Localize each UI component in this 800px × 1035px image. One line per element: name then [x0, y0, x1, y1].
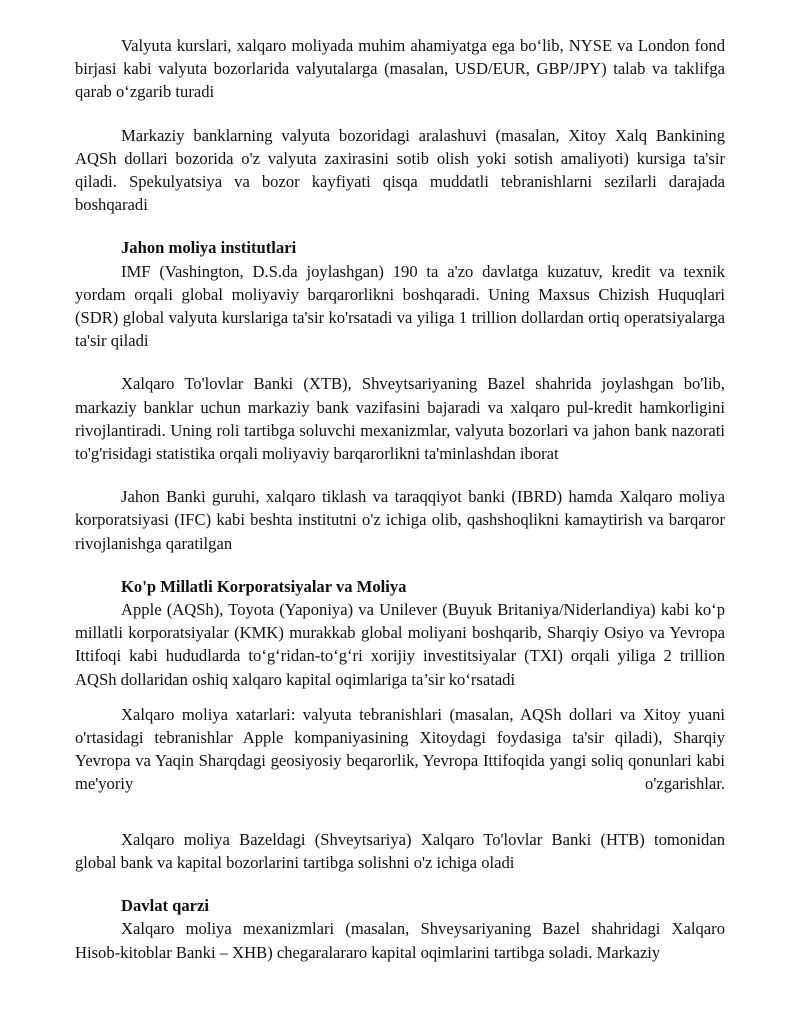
heading-world-financial-institutions: Jahon moliya institutlari — [121, 238, 297, 258]
paragraph-international-finance-risks: Xalqaro moliya xatarlari: valyuta tebranishlari (masalan, AQSh dollari va Xitoy yuani o'rtasidagi tebranishlar Apple kompaniyasining Xitoydagi foydasiga ta'sir qiladi), Sharqiy Yevropa va Yaqin Sharqdagi geosiyosiy beqarorlik, Yevropa Ittifoqida yangi soliq qonunlari kabi me'yoriy o'zgarishlar. — [75, 704, 725, 794]
heading-public-debt: Davlat qarzi — [121, 896, 210, 916]
paragraph-world-bank-group: Jahon Banki guruhi, xalqaro tiklash va taraqqiyot banki (IBRD) hamda Xalqaro moliya korporatsiyasi (IFC) kabi beshta institutni o'z ichiga olib, qashshoqlikni kamaytirish va barqaror rivojlanishga qaratilgan — [75, 487, 725, 553]
paragraph-imf: IMF (Vashington, D.S.da joylashgan) 190 ta a'zo davlatga kuzatuv, kredit va texnik yordam orqali global moliyaviy barqarorlikni boshqaradi. Uning Maxsus Chizish Huquqlari (SDR) global valyuta kurslariga ta'sir ko'rsatadi va yiliga 1 trillion dollardan ortiq operatsiyalarga ta'sir qiladi — [75, 261, 725, 351]
paragraph-basel-regulation: Xalqaro moliya Bazeldagi (Shveytsariya) Xalqaro To'lovlar Banki (HTB) tomonidan global bank va kapital bozorlarini tartibga solishni o'z ichiga oladi — [75, 829, 725, 872]
paragraph-exchange-rates: Valyuta kurslari, xalqaro moliyada muhim ahamiyatga ega bo‘lib, NYSE va London fond birjasi kabi valyuta bozorlarida valyutalarga (masalan, USD/EUR, GBP/JPY) talab va taklifga qarab o‘zgarib turadi — [75, 36, 725, 102]
paragraph-central-bank-intervention: Markaziy banklarning valyuta bozoridagi aralashuvi (masalan, Xitoy Xalq Bankining AQSh dollari bozorida o'z valyuta zaxirasini sotib olish yoki sotish amaliyoti) kursiga ta'sir qiladi. Spekulyatsiya va bozor kayfiyati qisqa muddatli tebranishlarni sezilarli darajada boshqaradi — [75, 125, 725, 215]
paragraph-financial-mechanisms: Xalqaro moliya mexanizmlari (masalan, Shveysariyaning Bazel shahridagi Xalqaro Hisob-kitoblar Banki – XHB) chegaralararo kapital oqimlarini tartibga soladi. Markaziy — [75, 919, 725, 962]
paragraph-mnc-capital-flows: Apple (AQSh), Toyota (Yaponiya) va Unilever (Buyuk Britaniya/Niderlandiya) kabi ko‘p millatli korporatsiyalar (KMK) murakkab global moliyani boshqarib, Sharqiy Osiyo va Yevropa Ittifoqi kabi hududlarda to‘g‘ridan-to‘g‘ri xorijiy investitsiyalar (TXI) orqali yiliga 2 trillion AQSh dollaridan oshiq xalqaro kapital oqimlariga ta’sir ko‘rsatadi — [75, 600, 725, 689]
document-page — [75, 34, 725, 964]
heading-multinational-corporations: Ko'p Millatli Korporatsiyalar va Moliya — [121, 576, 407, 596]
paragraph-bis: Xalqaro To'lovlar Banki (XTB), Shveytsariyaning Bazel shahrida joylashgan bo'lib, markaziy banklar uchun markaziy bank vazifasini bajaradi va xalqaro pul-kredit hamkorligini rivojlantiradi. Uning roli tartibga soluvchi mexanizmlar, valyuta bozorlari va jahon bank nazorati to'g'risidagi statistika orqali moliyaviy barqarorlikni ta'minlashdan iborat — [75, 374, 725, 464]
